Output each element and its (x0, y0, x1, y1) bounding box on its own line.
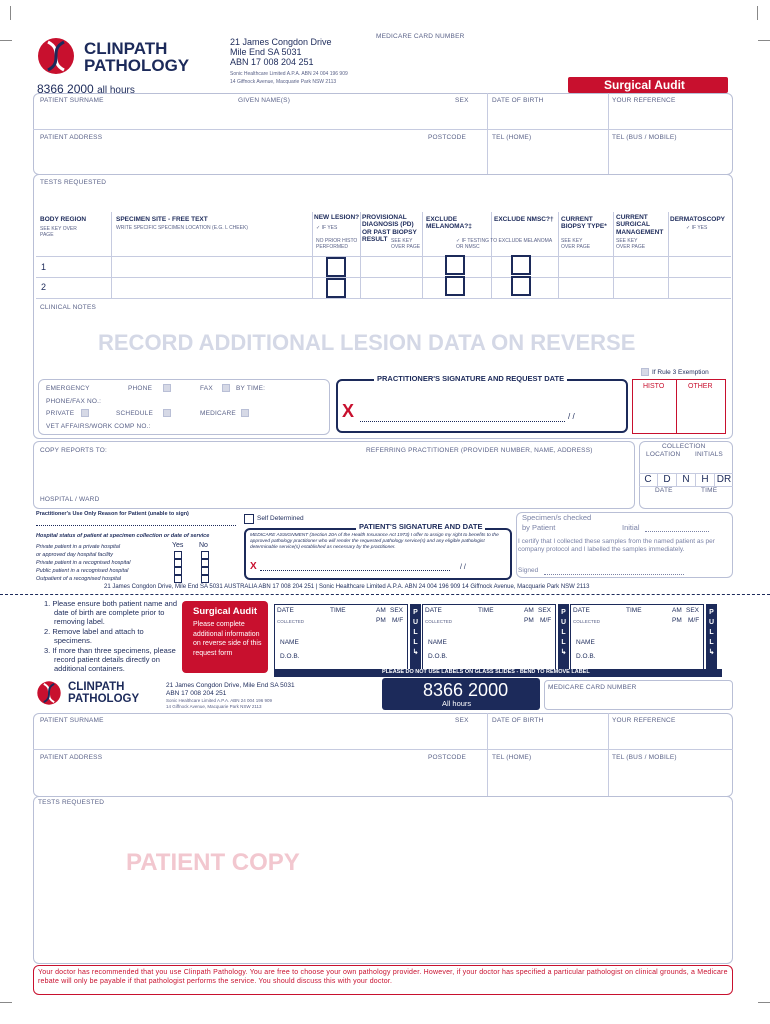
signed-line[interactable] (544, 574, 684, 575)
tel-bus-label: TEL (BUS / MOBILE) (612, 134, 677, 141)
given-names-label: GIVEN NAME(S) (238, 97, 291, 104)
pull-letter: L (709, 629, 714, 636)
status-no-checkbox-1[interactable] (201, 551, 209, 559)
instructions-list (44, 599, 179, 673)
reason-line[interactable] (36, 525, 236, 526)
dna-logo-icon (36, 680, 62, 706)
collection-letter-dr[interactable]: DR (716, 474, 732, 485)
patient-x-mark: X (250, 561, 257, 572)
crop-mark (0, 1002, 12, 1003)
crop-mark (758, 1002, 770, 1003)
medicare-assignment-text: MEDICARE ASSIGNMENT (Section 20A of the Health Insurance Act 1973) I offer to assign my right to benefits to the approved pathology practitioner who will render the requested pathology service(s) and any eligible pathologist determinable service(s) established as necessary by the practitioner. (250, 533, 499, 550)
surgical-audit-banner (568, 77, 728, 93)
label-pm: PM (524, 617, 534, 624)
other-label: OTHER (688, 383, 713, 390)
by-patient-label: by Patient (522, 523, 556, 532)
label-time: TIME (626, 607, 642, 614)
status-item: Private patient in a recognised hospital (36, 560, 131, 566)
label-time: TIME (478, 607, 494, 614)
collection-letter-d[interactable]: D (658, 474, 677, 486)
certify-text: I certify that I collected these samples from the named patient as per company protocol and I labelled the samples immediately. (518, 538, 715, 554)
row-number-1: 1 (41, 262, 47, 272)
signed-label: Signed (518, 567, 539, 574)
label-dob: D.O.B. (280, 653, 300, 660)
by-time-label: BY TIME: (236, 385, 266, 392)
practitioner-x-mark: X (342, 401, 355, 421)
specimen-labels (274, 604, 722, 676)
collection-date: DATE (655, 487, 673, 494)
pull-letter: L (561, 629, 566, 636)
patient-signature-line[interactable] (260, 570, 450, 571)
copy-tests-box (33, 796, 733, 964)
copy-sex-label: SEX (455, 717, 469, 724)
tests-requested-label: TESTS REQUESTED (40, 179, 107, 186)
instruction-item: 1. Please ensure both patient name and date of birth are complete prior to removing label. (44, 599, 178, 626)
pull-arrow-icon: ↳ (412, 649, 419, 656)
copy-tel-bus-label: TEL (BUS / MOBILE) (612, 754, 677, 761)
exclude-melanoma-checkbox-2[interactable] (445, 276, 465, 296)
copy-tests-label: TESTS REQUESTED (38, 799, 105, 806)
lesion-table (36, 212, 731, 299)
perforation-line (0, 594, 770, 595)
status-item: Private patient in a private hospital (36, 544, 121, 550)
collection-location: LOCATION (646, 451, 681, 458)
label-date: DATE (425, 607, 442, 614)
pull-letter: U (708, 619, 715, 626)
crop-mark (0, 40, 12, 41)
exclude-melanoma-checkbox-1[interactable] (445, 255, 465, 275)
specimens-checked-label: Specimen/s checked (522, 513, 592, 522)
phone-fax-no-label: PHONE/FAX NO.: (46, 398, 102, 405)
collection-initials: INITIALS (695, 451, 723, 458)
copy-logo-line2: PATHOLOGY (68, 693, 140, 705)
label-mf: M/F (392, 617, 404, 624)
copy-patient-address-label: PATIENT ADDRESS (40, 754, 103, 761)
label-sex: SEX (390, 607, 404, 614)
collection-title: COLLECTION (662, 443, 706, 450)
label-collected: COLLECTED (425, 619, 453, 624)
postcode-label: POSTCODE (428, 134, 467, 141)
row-number-2: 2 (41, 282, 47, 292)
label-dob: D.O.B. (576, 653, 596, 660)
copy-logo (36, 680, 156, 706)
label-sex: SEX (538, 607, 552, 614)
rule3-checkbox[interactable] (641, 368, 649, 376)
exclude-nmsc-checkbox-1[interactable] (511, 255, 531, 275)
crop-mark (10, 6, 11, 20)
dob-label: DATE OF BIRTH (492, 97, 544, 104)
lab-address1: 21 James Congdon Drive (230, 37, 332, 47)
rule3-label: If Rule 3 Exemption (652, 369, 709, 376)
copy-phone-box (382, 678, 540, 710)
specimen-label-1[interactable] (274, 604, 423, 676)
label-collected: COLLECTED (277, 619, 305, 624)
pull-letter: L (561, 639, 566, 646)
collection-letters[interactable] (639, 474, 733, 486)
status-item: Outpatient of a recognised hospital (36, 576, 122, 582)
label-mf: M/F (540, 617, 552, 624)
label-warning-text: PLEASE DO NOT USE LABELS ON GLASS SLIDES - BEND TO REMOVE LABEL (382, 669, 590, 675)
pull-letter: U (560, 619, 567, 626)
col-exclude-melanoma: EXCLUDE MELANOMA?‡ (426, 216, 472, 231)
status-yes: Yes (172, 542, 184, 549)
status-no: No (199, 542, 208, 549)
phone-label: PHONE (128, 385, 153, 392)
copy-tel-home-label: TEL (HOME) (492, 754, 532, 761)
label-date: DATE (277, 607, 294, 614)
referring-practitioner-label: REFERRING PRACTITIONER (PROVIDER NUMBER, NAME, ADDRESS) (366, 447, 593, 454)
label-name: NAME (428, 639, 447, 646)
logo-line2: PATHOLOGY (84, 56, 190, 75)
copy-patient-surname-label: PATIENT SURNAME (40, 717, 104, 724)
col-specimen-site: SPECIMEN SITE - FREE TEXT (116, 216, 208, 223)
medicare-card-label: MEDICARE CARD NUMBER (376, 33, 465, 40)
medicare-label: MEDICARE (200, 410, 236, 417)
col-current-management-sub: SEE KEY OVER PAGE (616, 238, 646, 250)
practitioner-use-only: Practitioner's Use Only Reason for Patient (unable to sign) (36, 511, 189, 517)
patient-signature-title: PATIENT'S SIGNATURE AND DATE (356, 523, 485, 531)
copy-address1: 21 James Congdon Drive, Mile End SA 5031 (166, 682, 295, 689)
record-additional-banner: RECORD ADDITIONAL LESION DATA ON REVERSE (98, 330, 636, 355)
surgical-audit-title: Surgical Audit (604, 78, 685, 92)
hospital-status-title: Hospital status of patient at specimen collection or date of service (36, 533, 210, 539)
status-no-checkbox-2[interactable] (201, 559, 209, 567)
schedule-checkbox[interactable] (163, 409, 171, 417)
pull-letter: L (413, 629, 418, 636)
status-no-checkbox-4[interactable] (201, 575, 209, 583)
specimen-label-2[interactable] (422, 604, 571, 676)
hospital-ward-label: HOSPITAL / WARD (40, 496, 100, 503)
pull-letter: P (413, 609, 418, 616)
hospital-status-list (36, 543, 166, 583)
crop-mark (758, 40, 770, 41)
status-yes-checkbox-2[interactable] (174, 559, 182, 567)
logo-line1: CLINPATH (84, 39, 168, 58)
label-am: AM (524, 607, 534, 614)
initial-line[interactable] (645, 531, 709, 532)
col-new-lesion: NEW LESION? (314, 214, 360, 221)
col-new-lesion-sub2: NO PRIOR HISTO PERFORMED (316, 238, 358, 250)
label-date: DATE (573, 607, 590, 614)
pull-letter: L (709, 639, 714, 646)
label-am: AM (376, 607, 386, 614)
pull-letter: P (709, 609, 714, 616)
fax-checkbox[interactable] (222, 384, 230, 392)
col-prov-diag: PROVISIONAL DIAGNOSIS (PD) OR PAST BIOPSY RESULT (362, 214, 417, 244)
practitioner-signature-title: PRACTITIONER'S SIGNATURE AND REQUEST DATE (374, 375, 567, 383)
medicare-checkbox[interactable] (241, 409, 249, 417)
copy-all-hours: All hours (442, 699, 472, 708)
pull-tab[interactable] (706, 604, 717, 674)
new-lesion-checkbox-2[interactable] (326, 278, 346, 298)
sonic-line1: Sonic Healthcare Limited A.P.A. ABN 24 004 196 909 (230, 71, 348, 77)
status-yes-checkbox-1[interactable] (174, 551, 182, 559)
schedule-label: SCHEDULE (116, 410, 153, 417)
instruction-item: 3. If more than three specimens, please record patient details directly on additional containers. (44, 646, 176, 673)
surgical-audit-box-title: Surgical Audit (193, 606, 258, 617)
col-new-lesion-sub: ✓ IF YES (316, 225, 338, 231)
copy-sonic2: 14 Giffnock Avenue, Macquarie Park NSW 2113 (166, 704, 262, 709)
practitioner-signature-box (336, 379, 628, 433)
self-determined-label: Self Determined (257, 515, 304, 522)
col-body-region: BODY REGION (40, 216, 87, 223)
histo-label: HISTO (643, 383, 665, 390)
lab-address2: Mile End SA 5031 (230, 47, 302, 57)
status-yes-checkbox-3[interactable] (174, 567, 182, 575)
label-warning-bar (274, 669, 722, 677)
label-pm: PM (672, 617, 682, 624)
pull-letter: L (413, 639, 418, 646)
col-dermatoscopy-sub: ✓ IF YES (686, 225, 708, 231)
sex-label: SEX (455, 97, 469, 104)
pull-arrow-icon: ↳ (560, 649, 567, 656)
lab-phone-suffix: all hours (97, 85, 135, 96)
col-specimen-site-sub: WRITE SPECIFIC SPECIMEN LOCATION (E.G. L CHEEK) (116, 225, 248, 231)
col-body-region-sub: SEE KEY OVER PAGE (40, 226, 77, 238)
pull-tab[interactable] (558, 604, 569, 674)
exclude-nmsc-checkbox-2[interactable] (511, 276, 531, 296)
label-sex: SEX (686, 607, 700, 614)
label-time: TIME (330, 607, 346, 614)
label-pm: PM (376, 617, 386, 624)
copy-logo-line1: CLINPATH (68, 681, 125, 693)
footer-address: 21 James Congdon Drive, Mile End SA 5031 AUSTRALIA ABN 17 008 204 251 | Sonic Healthcare Limited A.P.A. ABN 24 004 196 909 14 Giffnock Avenue, Macquarie Park NSW 2113 (104, 584, 590, 590)
label-collected: COLLECTED (573, 619, 601, 624)
col-exclude-nmsc: EXCLUDE NMSC?† (494, 216, 554, 223)
label-name: NAME (576, 639, 595, 646)
col-current-management: CURRENT SURGICAL MANAGEMENT (616, 214, 664, 236)
emergency-label: EMERGENCY (46, 385, 90, 392)
collection-letter-n[interactable]: N (677, 474, 696, 486)
patient-address-label: PATIENT ADDRESS (40, 134, 103, 141)
surgical-audit-box-body: Please complete additional information on reverse side of this request form (193, 621, 262, 657)
patient-copy-watermark: PATIENT COPY (126, 849, 300, 876)
label-dob: D.O.B. (428, 653, 448, 660)
fax-label: FAX (200, 385, 213, 392)
private-label: PRIVATE (46, 410, 75, 417)
collection-time: TIME (701, 487, 718, 494)
patient-surname-label: PATIENT SURNAME (40, 97, 104, 104)
status-item: Public patient in a recognised hospital (36, 568, 129, 574)
initial-label: Initial (622, 523, 640, 532)
your-reference-label: YOUR REFERENCE (612, 97, 676, 104)
private-checkbox[interactable] (81, 409, 89, 417)
new-lesion-checkbox-1[interactable] (326, 257, 346, 277)
practitioner-date-slashes: / / (568, 412, 575, 421)
clinical-notes-label: CLINICAL NOTES (40, 304, 97, 311)
status-no-checkbox-3[interactable] (201, 567, 209, 575)
col-exclude-melanoma-sub: ✓ IF TESTING TO EXCLUDE MELANOMA OR NMSC (456, 238, 552, 250)
collection-letter-c[interactable]: C (639, 474, 658, 486)
label-am: AM (672, 607, 682, 614)
copy-medicare-label: MEDICARE CARD NUMBER (548, 684, 637, 691)
vet-affairs-label: VET AFFAIRS/WORK COMP NO.: (46, 423, 151, 430)
copy-sonic1: Sonic Healthcare Limited A.P.A. ABN 24 004 196 909 (166, 698, 272, 703)
crop-mark (757, 6, 758, 20)
phone-checkbox[interactable] (163, 384, 171, 392)
copy-postcode-label: POSTCODE (428, 754, 467, 761)
col-prov-diag-sub: SEE KEY OVER PAGE (391, 238, 421, 250)
instruction-item: 2. Remove label and attach to specimens. (44, 627, 144, 645)
status-yes-checkbox-4[interactable] (174, 575, 182, 583)
copy-your-reference-label: YOUR REFERENCE (612, 717, 676, 724)
col-dermatoscopy: DERMATOSCOPY (670, 216, 726, 223)
dna-logo-icon (36, 36, 76, 76)
lab-phone-number: 8366 2000 (37, 82, 94, 96)
specimen-label-3[interactable] (570, 604, 719, 676)
copy-dob-label: DATE OF BIRTH (492, 717, 544, 724)
pull-arrow-icon: ↳ (708, 649, 715, 656)
col-current-biopsy-sub: SEE KEY OVER PAGE (561, 238, 591, 250)
label-name: NAME (280, 639, 299, 646)
clinpath-logo (36, 36, 216, 76)
pull-letter: U (412, 619, 419, 626)
lab-abn: ABN 17 008 204 251 (230, 57, 314, 67)
notice-text: Your doctor has recommended that you use Clinpath Pathology. You are free to choose your own pathology provider. However, if your doctor has specified a particular pathologist on clinical grounds, a Medicare rebate will only be payable if that pathologist performs the service. You should discuss this with your doctor. (38, 969, 728, 986)
copy-phone: 8366 2000 (423, 680, 509, 700)
medicare-card-field[interactable] (376, 42, 676, 72)
practitioner-signature-line[interactable] (360, 421, 565, 422)
status-item: or approved day hospital facility (36, 552, 114, 558)
collection-letter-h[interactable]: H (696, 474, 715, 486)
col-current-biopsy: CURRENT BIOPSY TYPE* (561, 216, 607, 231)
sonic-line2: 14 Giffnock Avenue, Macquarie Park NSW 2113 (230, 79, 337, 85)
pull-tab[interactable] (410, 604, 421, 674)
patient-date-slashes: / / (460, 564, 466, 571)
tel-home-label: TEL (HOME) (492, 134, 532, 141)
self-determined-checkbox[interactable] (244, 514, 254, 524)
label-mf: M/F (688, 617, 700, 624)
copy-reports-label: COPY REPORTS TO: (40, 447, 108, 454)
copy-abn: ABN 17 008 204 251 (166, 690, 227, 697)
pull-letter: P (561, 609, 566, 616)
surgical-audit-box (182, 601, 268, 673)
